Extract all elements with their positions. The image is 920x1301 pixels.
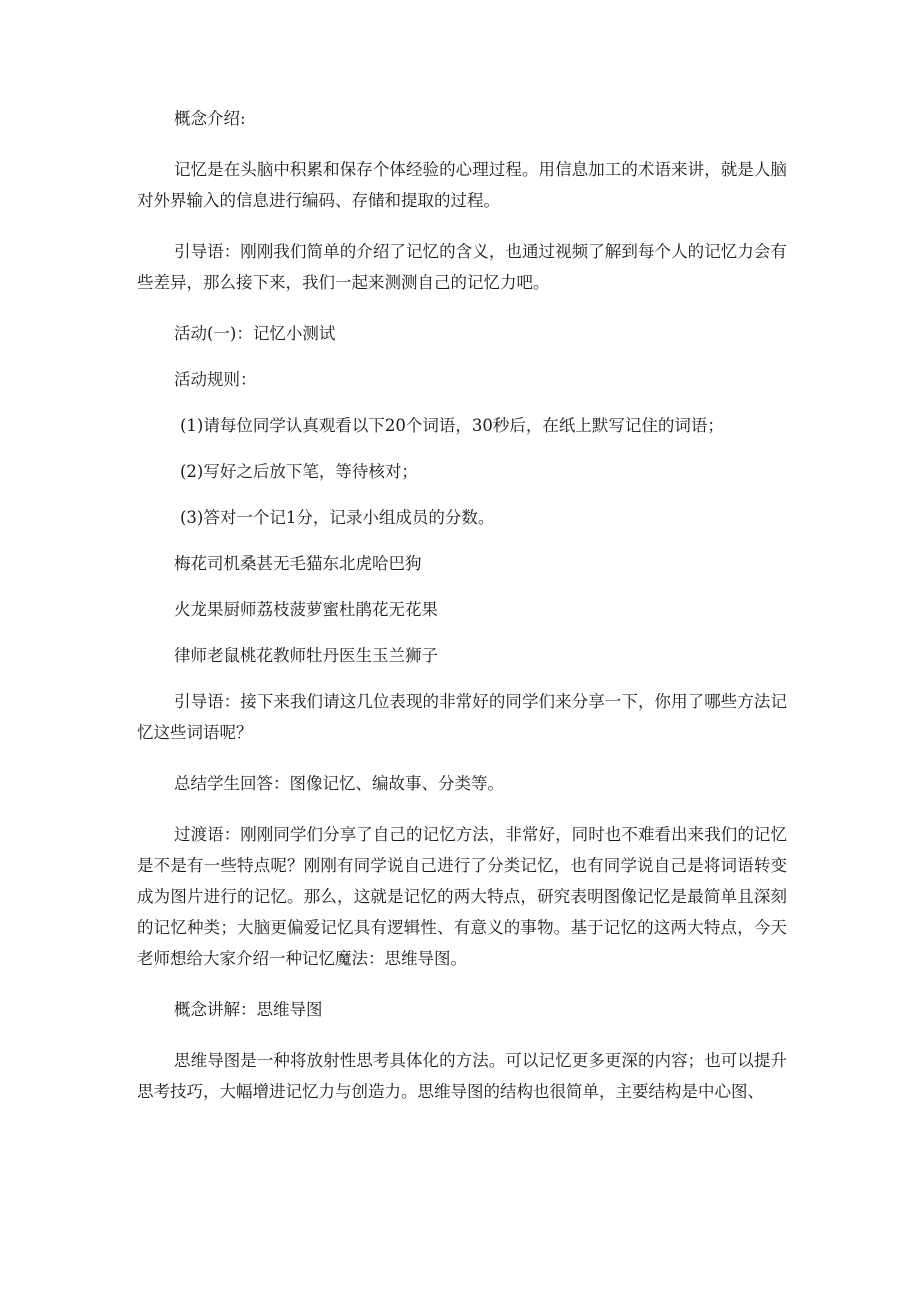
paragraph-summary: 总结学生回答：图像记忆、编故事、分类等。 bbox=[174, 774, 504, 793]
word-list-line-3: 律师老鼠桃花教师牡丹医生玉兰狮子 bbox=[174, 646, 438, 665]
paragraph-transition: 过渡语：刚刚同学们分享了自己的记忆方法，非常好，同时也不难看出来我们的记忆是不是有一些特点呢？刚刚有同学说自己进行了分类记忆，也有同学说自己是将词语转变成为图片进行的记忆。那么，这就是记忆的两大特点，研究表明图像记忆是最简单且深刻的记忆种类；大脑更偏爱记忆具有逻辑性、有意义的事物。基于记忆的这两大特点，今天老师想给大家介绍一种记忆魔法：思维导图。 bbox=[137, 825, 787, 968]
document-body bbox=[137, 103, 787, 1127]
word-list-line-2: 火龙果厨师荔枝菠萝蜜杜鹃花无花果 bbox=[174, 600, 438, 619]
heading-activity-one: 活动(一)：记忆小测试 bbox=[174, 324, 336, 343]
rule-item-1: (1)请每位同学认真观看以下20个词语，30秒后，在纸上默写记住的词语； bbox=[180, 416, 724, 435]
rule-item-3: (3)答对一个记1分，记录小组成员的分数。 bbox=[180, 508, 495, 527]
heading-mind-map: 概念讲解：思维导图 bbox=[174, 1000, 323, 1019]
heading-concept-intro: 概念介绍: bbox=[174, 109, 246, 128]
paragraph-share-question: 引导语：接下来我们请这几位表现的非常好的同学们来分享一下，你用了哪些方法记忆这些词语呢？ bbox=[137, 692, 787, 742]
paragraph-intro-remark: 引导语：刚刚我们简单的介绍了记忆的含义，也通过视频了解到每个人的记忆力会有些差异，那么接下来，我们一起来测测自己的记忆力吧。 bbox=[137, 242, 787, 292]
rule-item-2: (2)写好之后放下笔，等待核对； bbox=[180, 462, 418, 481]
word-list-line-1: 梅花司机桑甚无毛猫东北虎哈巴狗 bbox=[174, 554, 422, 573]
paragraph-memory-definition: 记忆是在头脑中积累和保存个体经验的心理过程。用信息加工的术语来讲，就是人脑对外界输入的信息进行编码、存储和提取的过程。 bbox=[137, 160, 787, 210]
paragraph-mind-map-explanation: 思维导图是一种将放射性思考具体化的方法。可以记忆更多更深的内容；也可以提升思考技巧，大幅增进记忆力与创造力。思维导图的结构也很简单，主要结构是中心图、 bbox=[137, 1051, 787, 1101]
heading-activity-rules: 活动规则： bbox=[174, 370, 257, 389]
